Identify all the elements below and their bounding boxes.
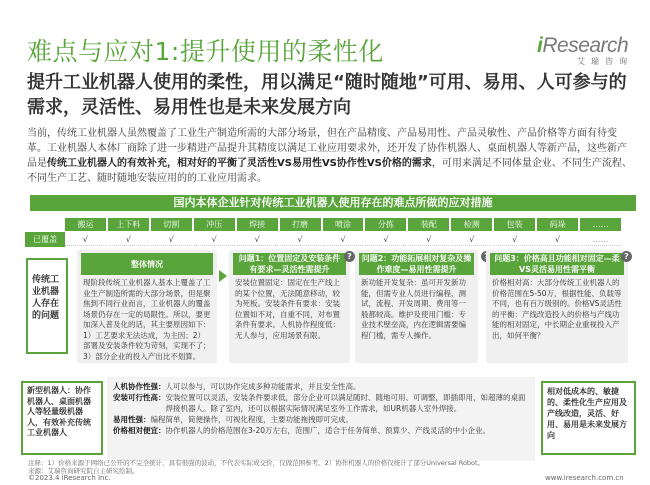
panel-header: 整体情况 (81, 253, 213, 275)
logo-i: i (537, 34, 543, 57)
new-robot-label: 新型机器人：协作机器人、桌面机器人等轻量级机器人，有效补充传统工业机器人 (21, 381, 103, 455)
check-cell: √ (151, 233, 192, 246)
check-cell: √ (323, 233, 364, 246)
scenario-header-cell: 码垛 (537, 218, 578, 231)
source-line: 来源：艾瑞咨询研究院自主研究绘制。 (28, 467, 139, 475)
scenario-header-cell: 切割 (151, 218, 192, 231)
check-cell: √ (280, 233, 321, 246)
check-cell: √ (408, 233, 449, 246)
panel-header: 问题1：位置固定及安装条件有要求—灵活性需提升 (233, 253, 346, 275)
feature-text: 编程简单，简便操作，可视化程度，主要功能拖拽即可完成。 (150, 415, 353, 424)
headline: 提升工业机器人使用的柔性，用以满足“随时随地”可用、易用、人可参与的需求，灵活性、易用性也是未来发展方向 (27, 72, 627, 118)
problem3-panel (486, 250, 628, 363)
intro-bold: 传统工业机器人的有效补充，相对好的平衡了灵活性VS易用性VS协作性VS价格的需求 (47, 158, 432, 169)
check-cell: √ (194, 233, 235, 246)
panel-body: 现阶段传统工业机器人基本上覆盖了工业生产制造所需的大部分场景，但是聚焦到不同行业而言，工业机器人的覆盖场景仍存在一定的局限性。所以，要更加深入普及化的话，其主要原因如下：1）工艺要求无法达成，为主因；2）部署及安装条件较为苛刻，实现不了；3）部分企业的投入产出比不划算。 (83, 278, 211, 361)
check-cell: √ (365, 233, 406, 246)
scenario-header-cell: …… (580, 218, 621, 231)
check-cell: √ (451, 233, 492, 246)
feature-line (113, 381, 529, 392)
problem2-panel (355, 250, 478, 363)
check-cell: √ (237, 233, 278, 246)
overall-situation-panel (77, 250, 217, 363)
logo-subtitle: 艾瑞咨询 (577, 57, 633, 66)
check-cell: √ (537, 233, 578, 246)
note-line: 注释：1）价格来源于网络已公开的不完全统计，具有很强的波动，不代表实际成交价，仅做范围参考。2）协作机器人的价格仅统计了部分Universal Robot。 (28, 459, 485, 467)
future-direction-label: 相对低成本的、敏捷的、柔性化生产应用及产线改造，灵活、好用、易用是未来发展方向 (541, 381, 636, 455)
covered-check-row (65, 233, 621, 246)
check-cell: …… (580, 233, 621, 246)
website: www.iresearch.com.cn (545, 474, 624, 482)
check-cell: √ (65, 233, 106, 246)
feature-label: 易用性强： (113, 415, 151, 424)
check-cell: √ (494, 233, 535, 246)
scenario-header-cell: 上下料 (108, 218, 149, 231)
traditional-robot-problems-label: 传统工业机器人存在的问题 (26, 258, 68, 354)
scenario-header-cell: 分拣 (365, 218, 406, 231)
panel-header: 问题2：功能拓展相对复杂及操作难度—易用性需提升 (359, 253, 474, 275)
scenario-header-cell: 装配 (408, 218, 449, 231)
question-icon: ? (344, 251, 355, 262)
feature-line (113, 414, 529, 425)
scenario-header-cell: 检测 (451, 218, 492, 231)
feature-line (113, 425, 529, 436)
question-icon: ? (621, 251, 632, 262)
feature-text: 人可以参与，可以协作完成多种功能需求，并且安全性高。 (165, 382, 361, 391)
intro-part2: ，可用来满足不同体量企业、不同生产流程、不同生产工艺、随时随地安装应用的的工业应用需求。 (27, 158, 632, 184)
new-robot-features (107, 377, 535, 461)
feature-label: 人机协作性强： (113, 382, 166, 391)
panel-body: 安装位置固定：固定在生产线上的某个位置，无法随意移动，较为死板。安装条件有要求：安装位置如不对，自重不同，对布置条件有要求。人机协作程度低：无人参与，应用场景有限。 (235, 278, 340, 340)
feature-text: 协作机器人的价格范围在3-20万左右，范围广，适合于任务简单、预算少、产线灵活的中小企业。 (165, 426, 491, 435)
scenario-header-row (65, 218, 621, 231)
panel-body: 价格相对高：大部分传统工业机器人的价格范围在5-50万，根据性能、负载等不同，也有百万级别的。价格VS灵活性的平衡：产线改造投入的价格与产线功能的相对固定，中长期企业重视投入产出，如何平衡？ (492, 278, 622, 340)
feature-line (113, 392, 529, 414)
scenario-header-cell: 包装 (494, 218, 535, 231)
covered-row-label: 已覆盖 (25, 232, 65, 247)
intro-paragraph (27, 126, 633, 186)
scenario-header-cell: 打磨 (280, 218, 321, 231)
panel-header: 问题3：价格高且功能相对固定—柔VS灵活易用性需平衡 (490, 253, 624, 275)
scenario-header-cell: 喷涂 (323, 218, 364, 231)
page-title: 难点与应对1:提升使用的柔性化 (27, 37, 384, 66)
scenario-header-cell: 冲压 (194, 218, 235, 231)
table-title: 国内本体企业针对传统工业机器人使用存在的难点所做的应对措施 (30, 195, 636, 211)
problem1-panel (229, 250, 350, 363)
scenario-header-cell: 焊接 (237, 218, 278, 231)
check-cell: √ (108, 233, 149, 246)
scenario-header-cell: 搬运 (65, 218, 106, 231)
intro-part1: 当前，传统工业机器人虽然覆盖了工业生产制造所需的大部分场景，但在产品精度、产品易用性、产品灵敏性、产品价格等方面有待变革。工业机器人本体厂商除了进一步精进产品提升其精度以满足工业应用要求外，还开发了协作机器人、桌面机器人等新产品，这些新产品是 (27, 128, 627, 169)
panel-body: 新功能开发复杂：虽可开发新功能，但需专业人员进行编程、测试，流程、开发周期、费用等一般都较高。维护及使用门槛：专业技术壁垒高，内在逻辑需要编程门槛，需专人操作。 (361, 278, 466, 340)
feature-text: 安装位置可以灵活，安装条件要求低，部分企业可以满足随时、随地可用、可调整，即插即用，如超薄的桌面焊接机器人。除了室内，还可以根据实际情况满足室外工作需求，如UR机器人室外焊接。 (165, 393, 526, 413)
copyright: ©2023.4 iResearch Inc. (28, 474, 111, 482)
arrow-icon (219, 270, 227, 282)
iresearch-logo (537, 34, 637, 74)
feature-label: 安装可行性高： (113, 393, 166, 402)
feature-label: 价格相对便宜： (113, 426, 166, 435)
notes (28, 459, 558, 475)
logo-text: Research (542, 34, 629, 57)
